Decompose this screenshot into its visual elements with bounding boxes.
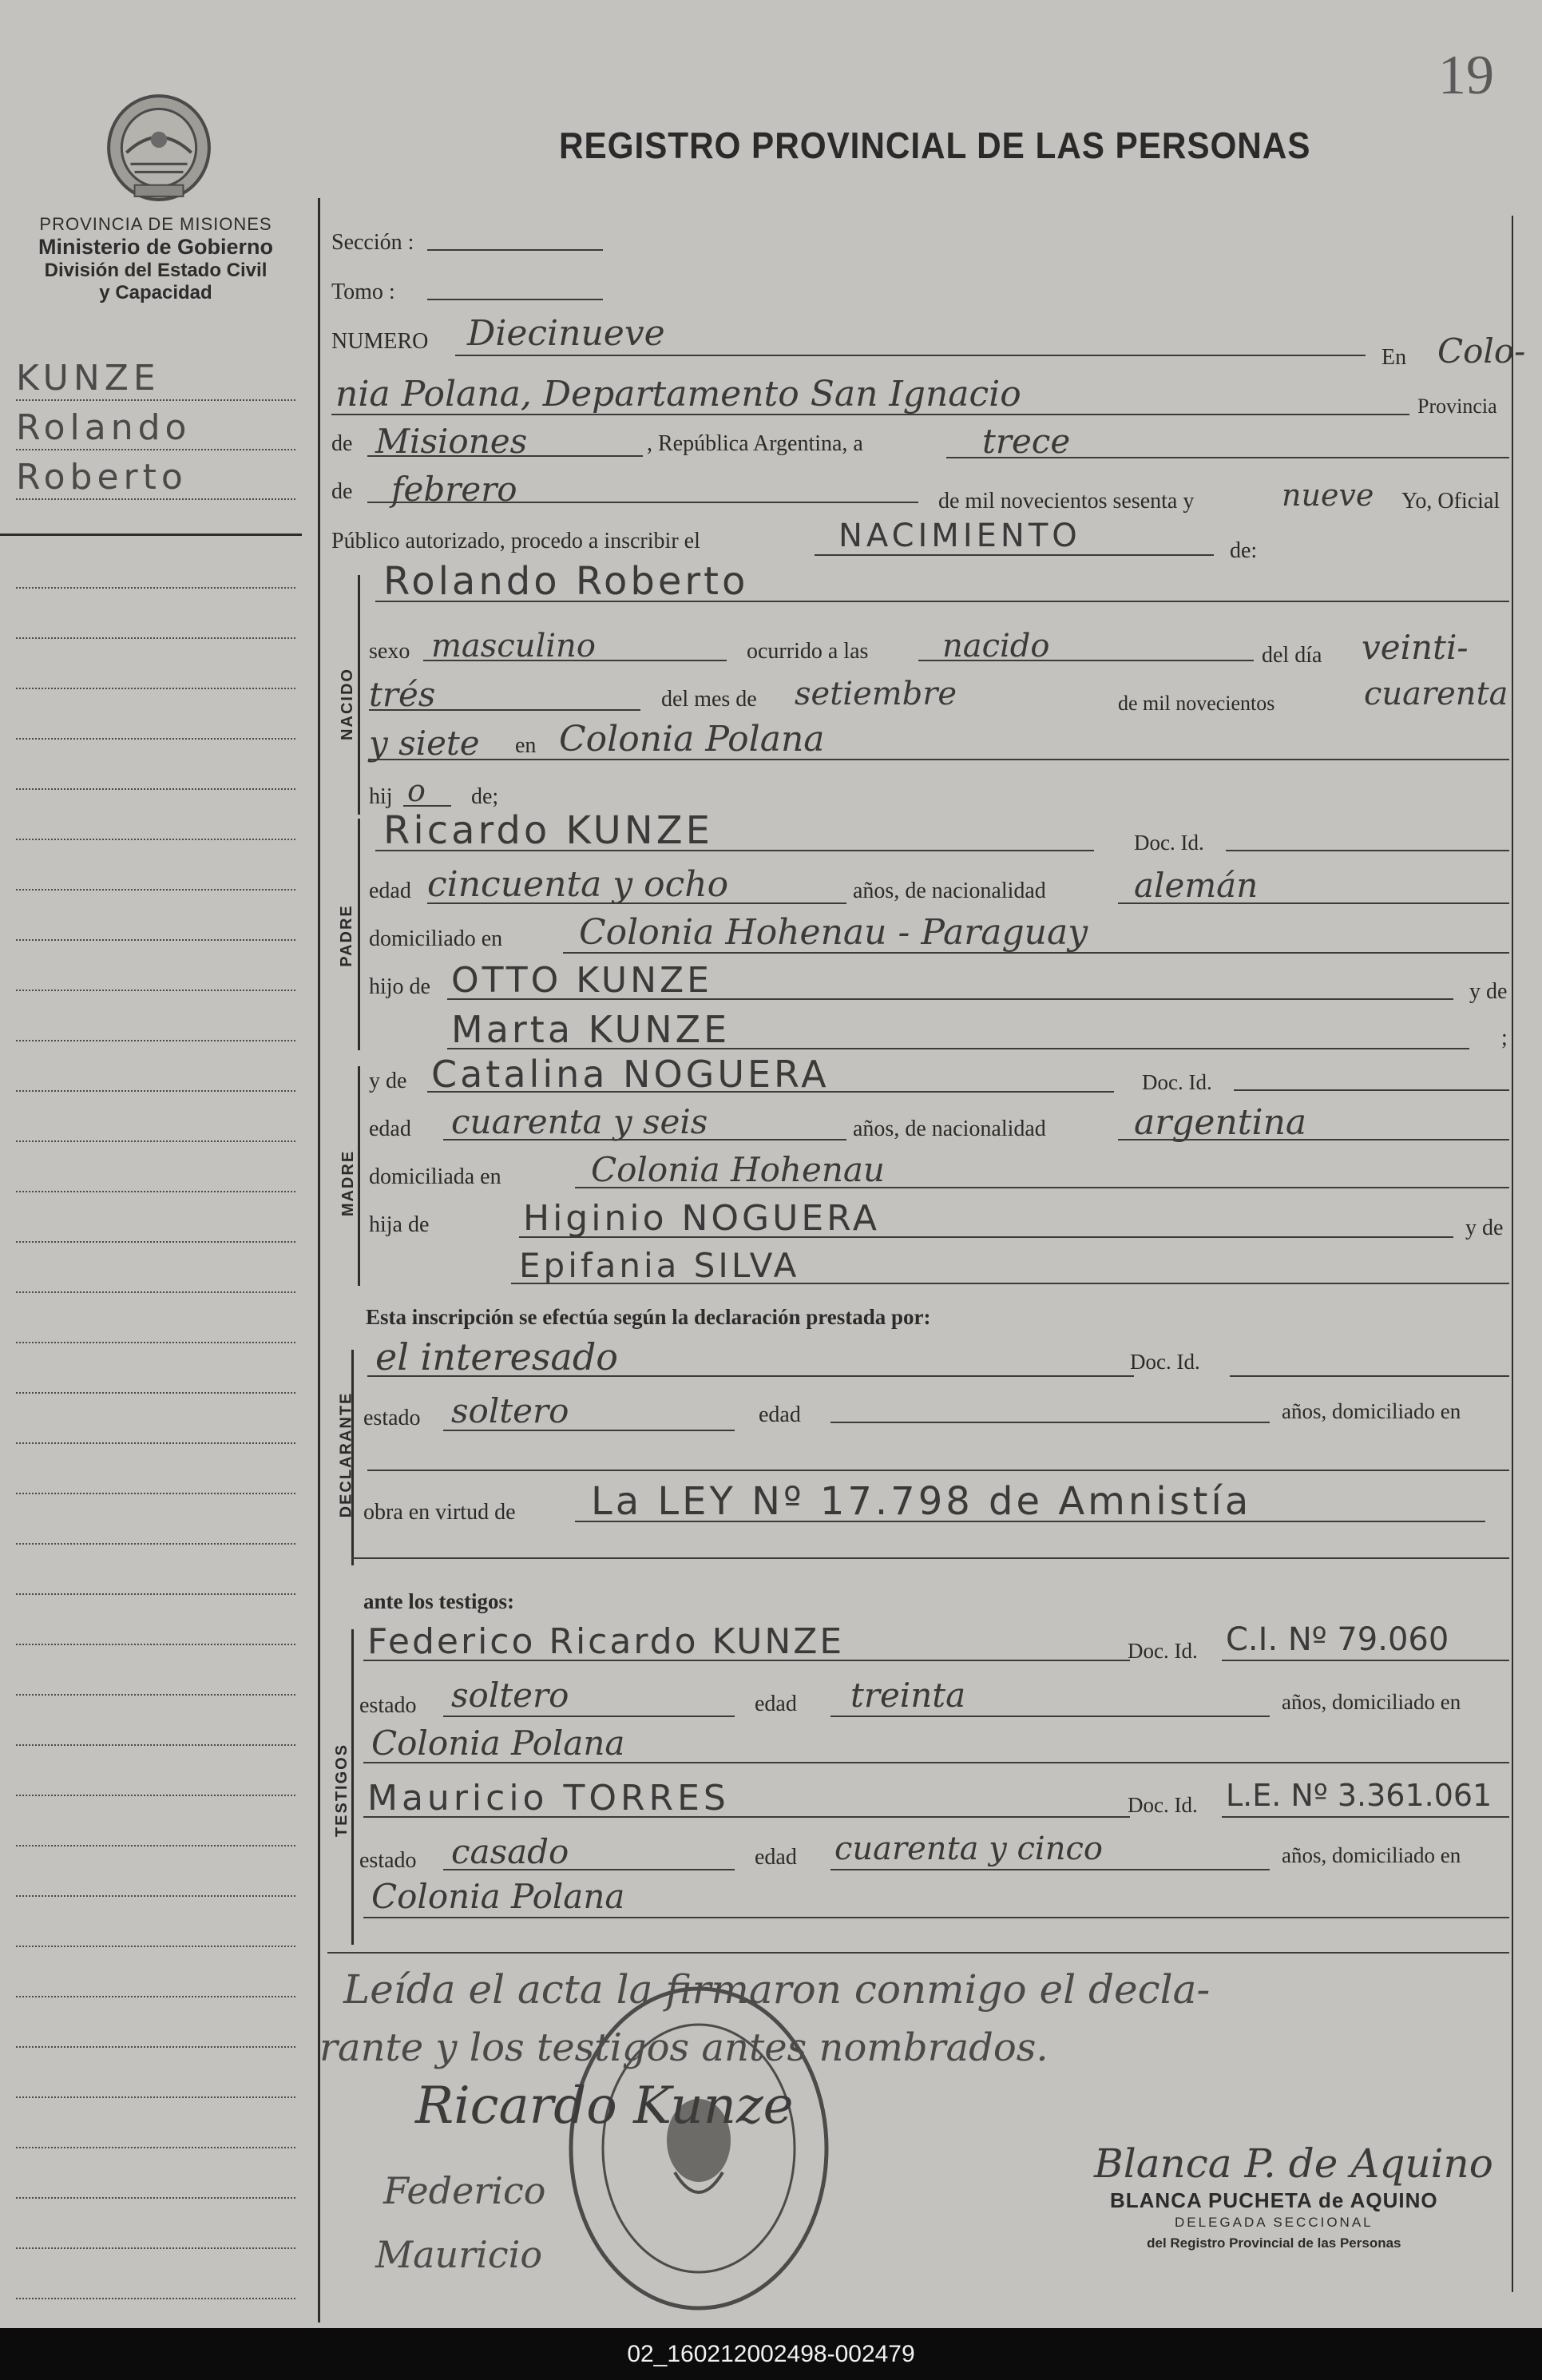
dia-value-b: trés: [369, 675, 436, 714]
testigo2-doc-field: [1222, 1816, 1509, 1818]
hijo-de-label: de;: [471, 784, 499, 809]
obra-field: [575, 1521, 1485, 1522]
padre-doc-field: [1226, 850, 1509, 851]
sexo-value: masculino: [431, 628, 596, 664]
hora-field: [918, 660, 1254, 661]
madre-name-field: [427, 1091, 1114, 1093]
page-number: 19: [1438, 45, 1494, 106]
testigo2-doc-label: Doc. Id.: [1128, 1793, 1198, 1817]
testigo1-name: Federico Ricardo KUNZE: [367, 1621, 845, 1662]
margin-ruled-line: [16, 1140, 295, 1142]
margin-surname: KUNZE: [16, 358, 161, 399]
signature-oficial: Blanca P. de Aquino: [1094, 2140, 1493, 2187]
declarante-dom-field: [367, 1470, 1509, 1471]
testigo2-estado-field: [443, 1869, 735, 1870]
division-line: División del Estado Civil: [44, 260, 268, 281]
margin-ruled-line: [16, 1845, 295, 1846]
madre-nac-value: argentina: [1134, 1102, 1307, 1143]
official-signature-block: [1110, 2188, 1438, 2251]
lugar-field: [369, 759, 1509, 760]
sexo-label: sexo: [369, 639, 410, 664]
closing-line-2: rante y los testigos antes nombrados.: [319, 2025, 1048, 2070]
anio-value-b: y siete: [369, 724, 480, 763]
testigos-bottom-rule: [327, 1952, 1509, 1954]
declarante-anios-label: años, domiciliado en: [1282, 1399, 1461, 1423]
dia-label: del día: [1262, 643, 1322, 668]
testigo2-edad-label: edad: [755, 1845, 797, 1870]
abuela-paterna: Marta KUNZE: [451, 1008, 731, 1051]
signature-testigo-1: Federico: [383, 2169, 546, 2212]
en-label: En: [1381, 345, 1407, 370]
declarante-doc-field: [1230, 1375, 1509, 1377]
hora-value: nacido: [942, 628, 1050, 664]
declaracion-intro: Esta inscripción se efectúa según la declaración prestada por:: [366, 1305, 931, 1329]
margin-ruled-line: [16, 1694, 295, 1696]
madre-nac-field: [1118, 1139, 1509, 1140]
margin-ruled-line: [16, 2096, 295, 2098]
dia-value-a: veinti-: [1362, 628, 1469, 667]
hijo-value: o: [407, 773, 426, 808]
declarante-name-field: [367, 1375, 1134, 1377]
testigo1-doc-label: Doc. Id.: [1128, 1639, 1198, 1663]
margin-ruled-line: [16, 1291, 295, 1293]
mil-label-2: de mil novecientos: [1118, 692, 1275, 715]
padre-edad-label: edad: [369, 879, 411, 903]
margin-ruled-line: [16, 1442, 295, 1444]
tomo-label: Tomo :: [331, 280, 395, 304]
testigo1-doc-field: [1222, 1660, 1509, 1661]
madre-section-label: MADRE: [339, 1149, 358, 1217]
testigo1-edad-value: treinta: [850, 1676, 966, 1715]
testigo1-dom-value: Colonia Polana: [371, 1724, 625, 1763]
mes-value: febrero: [391, 470, 517, 509]
margin-dotted-line: [16, 449, 295, 450]
madre-name: Catalina NOGUERA: [431, 1053, 830, 1096]
ministry-line: Ministerio de Gobierno: [38, 235, 274, 259]
madre-edad-value: cuarenta y seis: [451, 1102, 708, 1141]
dia-field: [946, 457, 1509, 458]
padre-name-field: [375, 850, 1094, 851]
madre-doc-field: [1234, 1089, 1509, 1091]
de2-label: de: [331, 479, 353, 504]
tomo-field: [427, 299, 603, 300]
margin-ruled-line: [16, 1996, 295, 1997]
margin-ruled-line: [16, 637, 295, 639]
declarante-edad-field: [830, 1422, 1270, 1423]
place-field: [331, 414, 1409, 415]
testigo2-name-field: [363, 1816, 1130, 1818]
official-org: del Registro Provincial de las Personas: [1147, 2235, 1401, 2251]
en-value: Colo-: [1437, 331, 1526, 371]
madre-dom-label: domiciliada en: [369, 1164, 501, 1189]
margin-ruled-line: [16, 1543, 295, 1545]
mes-label: del mes de: [661, 687, 757, 712]
provincia-label: Provincia: [1417, 395, 1497, 418]
testigo1-name-field: [363, 1660, 1130, 1661]
padre-edad-value: cincuenta y ocho: [427, 864, 729, 905]
testigo2-edad-field: [830, 1869, 1270, 1870]
document-id-footer: 02_160212002498-002479: [0, 2328, 1542, 2380]
margin-separator: [0, 534, 302, 536]
declarante-estado-field: [443, 1430, 735, 1431]
margin-ruled-line: [16, 1241, 295, 1243]
margin-ruled-line: [16, 2247, 295, 2249]
testigo1-edad-field: [830, 1716, 1270, 1717]
signature-declarante: Ricardo Kunze: [415, 2077, 794, 2136]
madre-doc-label: Doc. Id.: [1142, 1070, 1212, 1094]
official-name: BLANCA PUCHETA de AQUINO: [1110, 2188, 1438, 2212]
margin-ruled-line: [16, 839, 295, 840]
seccion-field: [427, 249, 603, 251]
margin-ruled-line: [16, 1644, 295, 1645]
padre-dom-value: Colonia Hohenau - Paraguay: [579, 912, 1088, 953]
padre-nac-value: alemán: [1134, 866, 1259, 905]
abuela-materna: Epifania SILVA: [519, 1246, 800, 1285]
testigo2-dom-value: Colonia Polana: [371, 1877, 625, 1916]
madre-yde-label: y de: [369, 1069, 407, 1093]
lugar-value: Colonia Polana: [559, 719, 825, 760]
mil-label: de mil novecientos sesenta y: [938, 489, 1195, 514]
acto-value: NACIMIENTO: [838, 518, 1081, 554]
margin-ruled-line: [16, 889, 295, 891]
seccion-label: Sección :: [331, 230, 414, 255]
dia-field: [369, 709, 640, 711]
margin-ruled-line: [16, 2197, 295, 2199]
margin-ruled-line: [16, 1040, 295, 1041]
sexo-field: [423, 660, 727, 661]
margin-ruled-line: [16, 2147, 295, 2148]
testigo1-estado-field: [443, 1716, 735, 1717]
margin-ruled-line: [16, 1090, 295, 1092]
margin-ruled-line: [16, 1392, 295, 1394]
nacido-name: Rolando Roberto: [383, 559, 749, 604]
acto-field: [815, 554, 1214, 556]
padre-section-label: PADRE: [337, 904, 355, 967]
madre-edad-field: [443, 1139, 846, 1140]
margin-ruled-line: [16, 2298, 295, 2299]
publico-label: Público autorizado, procedo a inscribir el: [331, 529, 700, 553]
declarante-section-label: DECLARANTE: [337, 1391, 355, 1518]
testigo1-estado-value: soltero: [451, 1676, 569, 1715]
padre-yde-label: y de: [1469, 979, 1508, 1004]
margin-ruled-line: [16, 939, 295, 941]
numero-value: Diecinueve: [467, 313, 665, 354]
margin-ruled-line: [16, 1191, 295, 1192]
province-line: PROVINCIA DE MISIONES: [39, 214, 272, 234]
margin-ruled-line: [16, 1493, 295, 1494]
mes-field: [367, 502, 918, 503]
margin-first-name: Rolando: [16, 407, 192, 448]
oficial-label: Yo, Oficial: [1401, 489, 1500, 514]
provincia-field: [367, 455, 643, 457]
anio-value-a: cuarenta: [1364, 676, 1508, 712]
testigo1-doc-value: C.I. Nº 79.060: [1226, 1621, 1449, 1658]
testigo1-anios-label: años, domiciliado en: [1282, 1690, 1461, 1714]
main-border-right: [1512, 216, 1513, 2292]
provincial-crest-icon: [102, 89, 216, 203]
declarante-bottom-rule: [351, 1557, 1509, 1559]
padre-dom-label: domiciliado en: [369, 926, 503, 951]
margin-ruled-line: [16, 2046, 295, 2048]
madre-yde2-label: y de: [1465, 1216, 1504, 1240]
padre-nac-field: [1118, 902, 1509, 904]
margin-second-name: Roberto: [16, 457, 188, 498]
abuela-paterna-field: [447, 1048, 1469, 1049]
padre-edad-field: [427, 902, 846, 904]
signature-testigo-2: Mauricio: [375, 2233, 543, 2276]
official-seal-icon: [563, 1981, 834, 2316]
testigo2-anios-label: años, domiciliado en: [1282, 1843, 1461, 1867]
testigo2-doc-value: L.E. Nº 3.361.061: [1226, 1778, 1492, 1813]
padre-hijo-label: hijo de: [369, 974, 430, 999]
padre-semicolon: ;: [1501, 1025, 1508, 1050]
margin-ruled-line: [16, 1946, 295, 1947]
provincia-value: Misiones: [375, 422, 528, 461]
testigo2-estado-label: estado: [359, 1848, 417, 1873]
margin-ruled-line: [16, 1593, 295, 1595]
numero-label: NUMERO: [331, 329, 429, 354]
testigo1-dom-field: [363, 1762, 1509, 1763]
abuela-materna-field: [511, 1283, 1509, 1284]
closing-line-1: Leída el acta la firmaron conmigo el decla-: [343, 1966, 1211, 2013]
madre-edad-label: edad: [369, 1117, 411, 1141]
margin-ruled-line: [16, 1342, 295, 1343]
testigo2-dom-field: [363, 1917, 1509, 1918]
margin-ruled-line: [16, 990, 295, 991]
main-border-left: [318, 198, 320, 2322]
ocurrido-label: ocurrido a las: [747, 639, 869, 664]
margin-ruled-line: [16, 1744, 295, 1746]
padre-dom-field: [563, 952, 1509, 954]
abuelo-materno-field: [519, 1236, 1453, 1238]
document-title: REGISTRO PROVINCIAL DE LAS PERSONAS: [559, 125, 1311, 166]
issuer-header: [0, 214, 311, 304]
margin-ruled-line: [16, 1895, 295, 1897]
nacido-bracket: [358, 575, 360, 815]
abuelo-materno: Higinio NOGUERA: [523, 1198, 881, 1239]
margin-dotted-line: [16, 399, 295, 401]
margin-ruled-line: [16, 587, 295, 589]
declarante-edad-label: edad: [759, 1402, 801, 1427]
margin-ruled-line: [16, 688, 295, 689]
obra-label: obra en virtud de: [363, 1500, 516, 1525]
madre-nac-label: años, de nacionalidad: [853, 1117, 1046, 1141]
testigos-bracket: [351, 1629, 354, 1945]
place-value: nia Polana, Departamento San Ignacio: [335, 374, 1021, 415]
madre-dom-value: Colonia Hohenau: [591, 1150, 885, 1189]
anio-value: nueve: [1282, 478, 1374, 513]
testigo1-edad-label: edad: [755, 1692, 797, 1716]
madre-bracket: [358, 1066, 360, 1286]
declarante-estado-label: estado: [363, 1406, 421, 1430]
dia-value: trece: [982, 422, 1071, 461]
official-title: DELEGADA SECCIONAL: [1175, 2215, 1374, 2230]
mes-value: setiembre: [795, 676, 957, 712]
padre-bracket: [358, 819, 360, 1050]
de-label: de: [331, 431, 353, 456]
nacido-name-field: [375, 601, 1509, 602]
margin-ruled-line: [16, 738, 295, 740]
abuelo-paterno: OTTO KUNZE: [451, 960, 712, 1001]
testigo2-edad-value: cuarenta y cinco: [834, 1831, 1103, 1867]
hijo-field: [403, 805, 451, 807]
republica-label: , República Argentina, a: [647, 431, 863, 456]
abuelo-paterno-field: [447, 998, 1453, 1000]
padre-nac-label: años, de nacionalidad: [853, 879, 1046, 903]
declarante-name: el interesado: [375, 1335, 618, 1378]
declarante-estado-value: soltero: [451, 1391, 569, 1430]
declarante-doc-label: Doc. Id.: [1130, 1350, 1200, 1374]
madre-hija-label: hija de: [369, 1212, 430, 1237]
testigo2-name: Mauricio TORRES: [367, 1778, 730, 1819]
numero-field: [455, 355, 1366, 356]
nacido-section-label: NACIDO: [338, 668, 356, 740]
obra-value: La LEY Nº 17.798 de Amnistía: [591, 1479, 1252, 1524]
madre-dom-field: [575, 1187, 1509, 1188]
testigos-section-label: TESTIGOS: [333, 1743, 351, 1838]
margin-dotted-line: [16, 498, 295, 500]
testigo2-estado-value: casado: [451, 1832, 569, 1871]
margin-ruled-line: [16, 788, 295, 790]
testigos-intro: ante los testigos:: [363, 1589, 514, 1613]
margin-ruled-line: [16, 1795, 295, 1796]
hijo-label: hij: [369, 784, 393, 809]
lugar-label: en: [515, 733, 537, 758]
padre-name: Ricardo KUNZE: [383, 808, 713, 853]
padre-doc-label: Doc. Id.: [1134, 831, 1204, 855]
testigo1-estado-label: estado: [359, 1693, 417, 1718]
capacity-line: y Capacidad: [99, 282, 212, 303]
de3-label: de:: [1230, 538, 1258, 563]
